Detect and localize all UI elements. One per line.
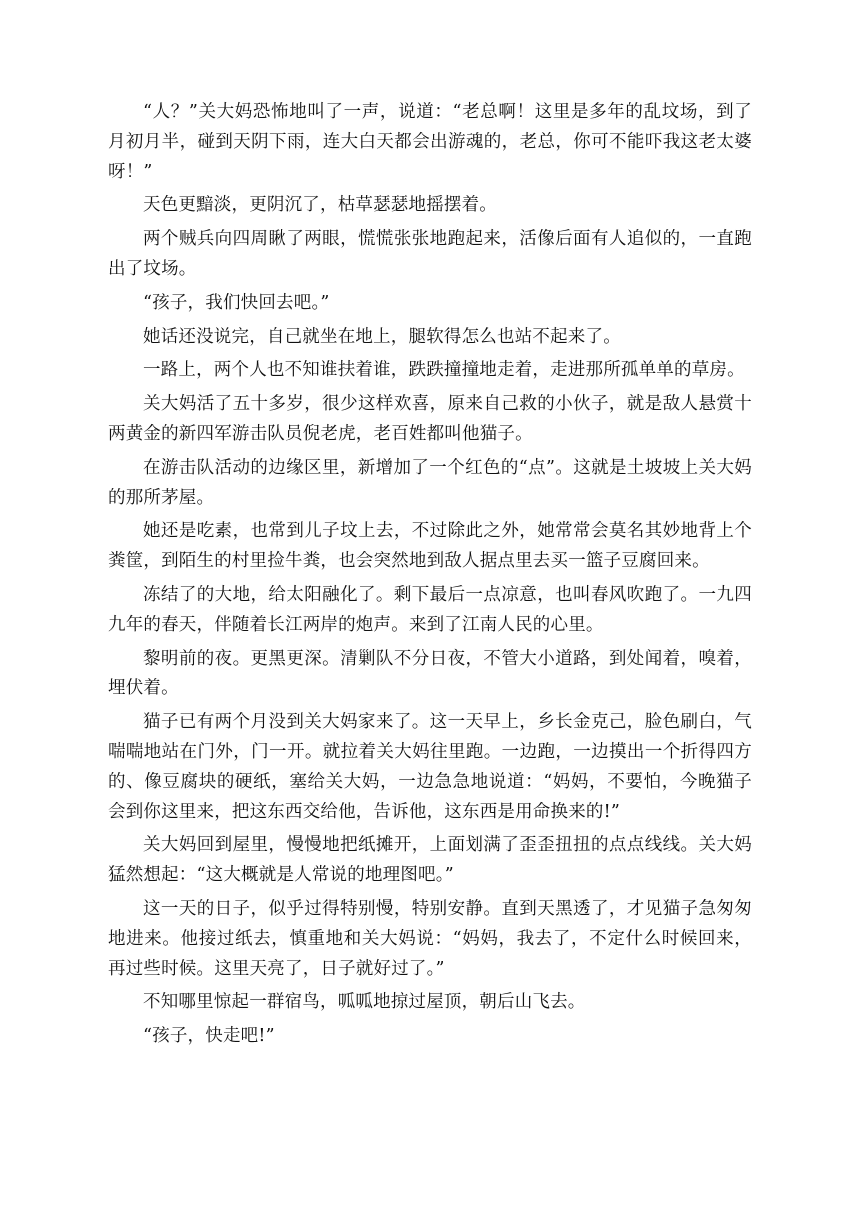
paragraph: 不知哪里惊起一群宿鸟，呱呱地掠过屋顶，朝后山飞去。	[143, 992, 586, 1013]
paragraph: 这一天的日子，似乎过得特别慢，特别安静。直到天黑透了，才见猫子急匆匆地进来。他接过纸去，慎重地和关大妈说：“妈妈，我去了，不定什么时候回来，再过些时候。这里天亮了，日子就好过了。”	[108, 898, 752, 979]
document-page	[108, 98, 752, 1056]
paragraph: 她还是吃素，也常到儿子坟上去，不过除此之外，她常常会莫名其妙地背上个粪筐，到陌生的村里捡牛粪，也会突然地到敌人据点里去买一篮子豆腐回来。	[108, 521, 752, 572]
paragraph: 天色更黯淡，更阴沉了，枯草瑟瑟地摇摆着。	[143, 195, 497, 216]
paragraph: “孩子，快走吧!”	[143, 1026, 275, 1047]
paragraph: “孩子，我们快回去吧。”	[143, 292, 330, 313]
paragraph: 她话还没说完，自己就坐在地上，腿软得怎么也站不起来了。	[143, 326, 621, 347]
paragraph: 在游击队活动的边缘区里，新增加了一个红色的“点”。这就是土坡坡上关大妈的那所茅屋。	[108, 457, 752, 508]
paragraph: 猫子已有两个月没到关大妈家来了。这一天早上，乡长金克己，脸色刷白，气喘喘地站在门外，门一开。就拉着关大妈往里跑。一边跑，一边摸出一个折得四方的、像豆腐块的硬纸，塞给关大妈，一边急急地说道：“妈妈，不要怕，今晚猫子会到你这里来，把这东西交给他，告诉他，这东西是用命换来的!”	[108, 712, 752, 822]
paragraph: 两个贼兵向四周瞅了两眼，慌慌张张地跑起来，活像后面有人追似的，一直跑出了坟场。	[108, 229, 752, 279]
paragraph: 冻结了的大地，给太阳融化了。剩下最后一点凉意，也叫春风吹跑了。一九四九年的春天，伴随着长江两岸的炮声。来到了江南人民的心里。	[108, 584, 752, 635]
paragraph: 黎明前的夜。更黑更深。清剿队不分日夜，不管大小道路，到处闻着，嗅着，埋伏着。	[108, 648, 752, 699]
paragraph: 关大妈活了五十多岁，很少这样欢喜，原来自己救的小伙子，就是敌人悬赏十两黄金的新四军游击队员倪老虎，老百姓都叫他猫子。	[108, 394, 752, 444]
paragraph: “人？”关大妈恐怖地叫了一声，说道：“老总啊！这里是多年的乱坟场，到了月初月半，碰到天阴下雨，连大白天都会出游魂的，老总，你可不能吓我这老太婆呀！”	[108, 102, 752, 182]
paragraph: 关大妈回到屋里，慢慢地把纸摊开，上面划满了歪歪扭扭的点点线线。关大妈猛然想起：“这大概就是人常说的地理图吧。”	[108, 835, 752, 886]
paragraph: 一路上，两个人也不知谁扶着谁，跌跌撞撞地走着，走进那所孤单单的草房。	[143, 360, 745, 381]
